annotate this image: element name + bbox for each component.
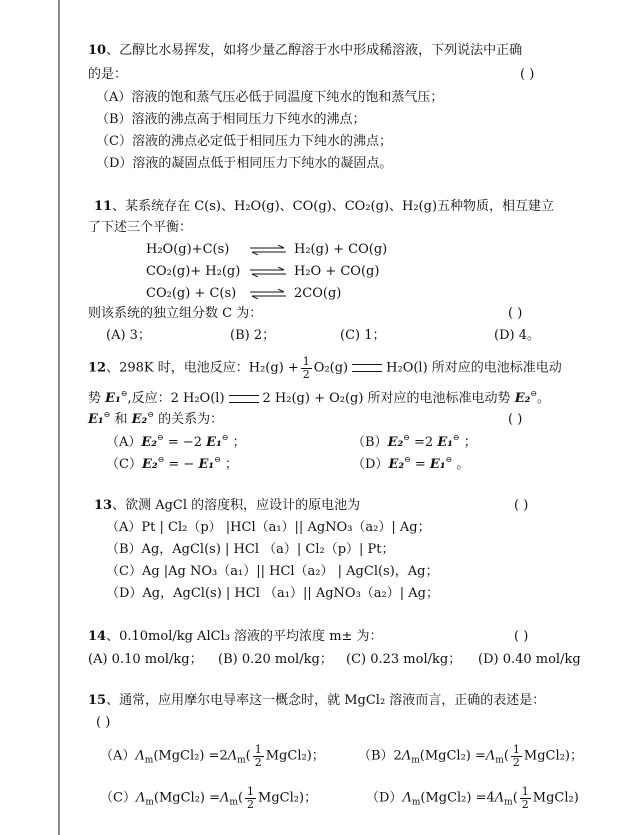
equilibrium-arrow-icon	[250, 245, 286, 255]
q14-number: 14	[88, 629, 107, 644]
q14-answer-bracket: ( )	[514, 629, 529, 644]
q12-option-c: （C）E₂⊖ = − E₁⊖ ；	[106, 455, 238, 472]
q15-option-b: $(B)2\Lambda_m(MgCl_2) =\Lambda_m$( $\frac{1}{2}$ MgCl₂)；	[358, 743, 583, 769]
q14-option-d: (D) 0.40 mol/kg	[478, 652, 581, 667]
q12-stem-line3: E₁⊖ 和 E₂⊖ 的关系为：	[88, 410, 224, 427]
q14-stem: 14、0.10mol/kg AlCl₃ 溶液的平均浓度 m± 为：	[88, 629, 383, 644]
q11-equilibrium-3: CO₂(g) + C(s) 2CO(g)	[146, 286, 342, 301]
equilibrium-arrow-icon	[250, 289, 286, 299]
theta-superscript: ⊖	[120, 389, 128, 398]
q11-question: 则该系统的独立组分数 C 为：	[88, 306, 263, 321]
q11-equilibrium-1: H₂O(g)+C(s) H₂(g) + CO(g)	[146, 242, 388, 257]
q11-option-a: (A) 3；	[106, 328, 151, 343]
q15-option-d: $(D)\Lambda_m(MgCl_2) =4\Lambda_m$( $\frac{1}{2}$ MgCl₂)	[366, 785, 579, 811]
q10-stem-line1: 10、乙醇比水易挥发，如将少量乙醇溶于水中形成稀溶液，下列说法中正确	[88, 43, 523, 58]
q12-half-fraction: $\frac{1}{2}$	[302, 355, 310, 381]
q12-stem-line2: 势 E₁⊖,反应：2 H₂O(l) 2 H₂(g) + O₂(g) 所对应的电池标准电动势 E₂⊖。	[88, 389, 551, 406]
q13-stem: 13、欲测 AgCl 的溶度积，应设计的原电池为	[94, 498, 361, 513]
q10-number: 10	[88, 43, 107, 58]
q15-number: 15	[88, 693, 107, 708]
q11-answer-bracket: ( )	[508, 306, 523, 321]
q14-option-c: (C) 0.23 mol/kg；	[346, 652, 462, 667]
q11-stem-line2: 了下述三个平衡：	[88, 220, 193, 235]
q10-option-b: （B）溶液的沸点高于相同压力下纯水的沸点；	[96, 112, 366, 127]
equilibrium-arrow-icon	[250, 267, 286, 277]
q13-option-a: （A）Pt | Cl₂（p） |HCl（a₁）|| AgNO₃（a₂）| Ag；	[106, 520, 431, 535]
q12-stem-line1: 12、298K 时，电池反应：H₂(g) + $\frac{1}{2}$ O₂(g) H₂O(l) 所对应的电池标准电动	[88, 355, 562, 381]
q15-option-a: $(A)\Lambda_m(MgCl_2) =2\Lambda_m$( $\frac{1}{2}$ MgCl₂)；	[100, 743, 325, 769]
q14-option-b: (B) 0.20 mol/kg；	[218, 652, 333, 667]
q11-stem-line1: 11、某系统存在 C(s)、H₂O(g)、CO(g)、CO₂(g)、H₂(g)五种物质，相互建立	[94, 199, 555, 214]
q12-option-a: （A）E₂⊖ = −2 E₁⊖ ；	[106, 433, 246, 450]
q10-option-d: （D）溶液的凝固点低于相同压力下纯水的凝固点。	[96, 156, 393, 171]
page-margin-line	[58, 0, 60, 835]
q11-option-c: (C) 1；	[340, 328, 386, 343]
q13-option-b: （B）Ag，AgCl(s) | HCl （a）| Cl₂（p）| Pt；	[106, 542, 395, 557]
equals-sign-icon	[352, 364, 382, 372]
q12-option-d: （D）E₂⊖ = E₁⊖ 。	[352, 455, 470, 472]
q10-option-c: （C）溶液的沸点必定低于相同压力下纯水的沸点；	[96, 134, 392, 149]
q10-stem-line2: 的是：	[88, 67, 128, 82]
q12-option-b: （B）E₂⊖ =2 E₁⊖ ；	[352, 433, 477, 450]
q10-option-a: （A）溶液的饱和蒸气压必低于同温度下纯水的饱和蒸气压；	[96, 90, 444, 105]
q13-option-d: （D）Ag，AgCl(s) | HCl （a₁）|| AgNO₃（a₂）| Ag；	[106, 586, 439, 601]
q13-option-c: （C）Ag |Ag NO₃（a₁）|| HCl（a₂） | AgCl(s)，Ag；	[106, 564, 439, 579]
q12-answer-bracket: ( )	[508, 412, 523, 427]
q11-equilibrium-2: CO₂(g)+ H₂(g) H₂O + CO(g)	[146, 264, 380, 279]
q14-option-a: (A) 0.10 mol/kg；	[88, 652, 203, 667]
q10-answer-bracket: ( )	[520, 67, 535, 82]
q15-option-c: $(C)\Lambda_m(MgCl_2) =\Lambda_m$( $\frac{1}{2}$ MgCl₂)；	[100, 785, 318, 811]
q12-number: 12	[88, 360, 107, 376]
q11-option-b: (B) 2；	[230, 328, 276, 343]
q11-option-d: (D) 4。	[494, 328, 540, 343]
q13-answer-bracket: ( )	[514, 498, 529, 513]
q11-number: 11	[94, 199, 113, 214]
q13-number: 13	[94, 498, 113, 513]
equals-sign-icon	[229, 395, 259, 403]
q15-stem: 15、通常，应用摩尔电导率这一概念时，就 MgCl₂ 溶液而言，正确的表述是：	[88, 693, 546, 708]
q15-answer-bracket: ( )	[96, 715, 111, 730]
